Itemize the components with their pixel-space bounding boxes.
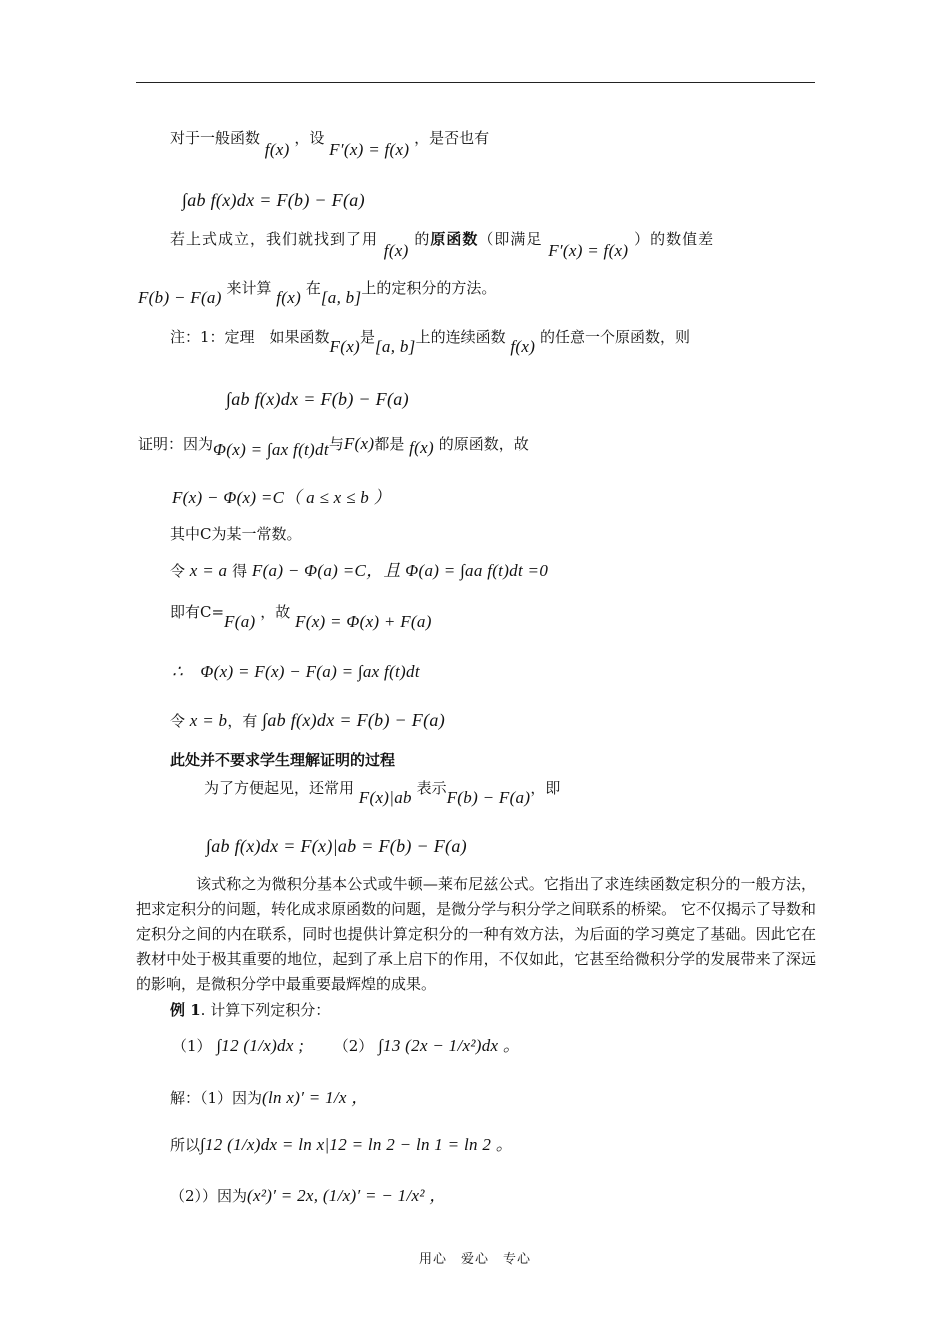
equation-2: ∫ab f(x)dx = F(b) − F(a) bbox=[226, 389, 409, 409]
math-result: ∫ab f(x)dx = F(b) − F(a) bbox=[262, 710, 445, 730]
problem-2-label: （2） bbox=[333, 1037, 374, 1055]
equation-4: ∫ab f(x)dx = F(x)|ab = F(b) − F(a) bbox=[206, 836, 467, 856]
problem-1-label: （1） bbox=[172, 1037, 212, 1055]
math-difference: F(b) − F(a) bbox=[138, 288, 222, 307]
example-label: 例 1 bbox=[170, 1001, 201, 1019]
problem-1: ∫12 (1/x)dx ; bbox=[216, 1036, 305, 1055]
line-compute bbox=[138, 278, 497, 307]
math-derivative: F′(x) = f(x) bbox=[329, 140, 410, 159]
line-let-b bbox=[170, 710, 445, 731]
text: 的原函数，故 bbox=[438, 435, 529, 453]
math-bracket-notation: F(x)|ab bbox=[358, 788, 412, 807]
text: 令 bbox=[170, 562, 186, 580]
bold-note: 此处并不要求学生理解证明的过程 bbox=[170, 751, 396, 769]
line-if-holds bbox=[170, 229, 715, 260]
math-f: f(x) bbox=[383, 241, 409, 260]
line-notation bbox=[204, 778, 561, 807]
text: 为了方便起见，还常用 bbox=[204, 779, 355, 797]
text: 的任意一个原函数，则 bbox=[539, 328, 690, 346]
math-x-equals-b: x = b bbox=[189, 711, 228, 730]
text: 令 bbox=[170, 712, 186, 730]
math-ln-derivative: (ln x)′ = 1/x ， bbox=[262, 1088, 369, 1107]
problem-2: ∫13 (2x − 1/x²)dx 。 bbox=[378, 1036, 521, 1055]
line-constant-c bbox=[170, 602, 432, 631]
math-phi-definition: Φ(x) = ∫ax f(t)dt bbox=[213, 440, 329, 459]
text: 若上式成立，我们就找到了用 bbox=[170, 230, 379, 248]
line-general-function bbox=[170, 128, 490, 159]
text: ，有 bbox=[227, 712, 258, 730]
text: 是 bbox=[360, 328, 376, 346]
text: 在 bbox=[305, 279, 321, 297]
text: 都是 bbox=[374, 435, 405, 453]
math-ln-result: ∫12 (1/x)dx = ln x|12 = ln 2 − ln 1 = ln 2 。 bbox=[200, 1135, 514, 1154]
text: 得 bbox=[232, 562, 248, 580]
line-theorem bbox=[170, 327, 690, 356]
constant-note: 其中C为某一常数。 bbox=[170, 525, 302, 543]
header-rule bbox=[136, 82, 815, 83]
math-f: f(x) bbox=[264, 140, 290, 159]
bold-term: 原函数 bbox=[430, 230, 479, 248]
text: 证明：因为 bbox=[138, 435, 214, 453]
math-difference: F(b) − F(a) bbox=[446, 788, 531, 807]
text: 上的连续函数 bbox=[415, 328, 506, 346]
equation-3: F(x) − Φ(x) =C（ a ≤ x ≤ b ） bbox=[172, 488, 391, 507]
text: 来计算 bbox=[226, 279, 272, 297]
text: . 计算下列定积分： bbox=[200, 1001, 331, 1019]
math-phi-at-a: F(a) − Φ(a) =C，且 Φ(a) = ∫aa f(t)dt =0 bbox=[251, 561, 549, 580]
equation-1: ∫ab f(x)dx = F(b) − F(a) bbox=[182, 190, 365, 210]
text: 所以 bbox=[170, 1136, 201, 1154]
math-F-a: F(a) bbox=[224, 612, 256, 631]
solution-2 bbox=[170, 1186, 447, 1206]
math-F: F(x) bbox=[343, 434, 375, 453]
example-problems bbox=[172, 1036, 520, 1056]
math-x-equals-a: x = a bbox=[189, 561, 228, 580]
math-f: f(x) bbox=[510, 337, 536, 356]
math-derivatives: (x²)′ = 2x, (1/x)′ = − 1/x² ， bbox=[247, 1186, 447, 1205]
text: 即有C= bbox=[170, 603, 225, 621]
text: 上的定积分的方法。 bbox=[361, 279, 497, 297]
solution-1-result bbox=[170, 1135, 513, 1155]
math-derivative: F′(x) = f(x) bbox=[548, 241, 629, 260]
text: 与 bbox=[328, 435, 344, 453]
math-interval: [a, b] bbox=[375, 337, 416, 356]
text: ，是否也有 bbox=[414, 129, 490, 147]
math-F: F(x) bbox=[329, 337, 360, 356]
text: ，即 bbox=[530, 779, 561, 797]
newton-leibniz-paragraph: 该式称之为微积分基本公式或牛顿—莱布尼兹公式。它指出了求连续函数定积分的一般方法，把求定积分的问题，转化成求原函数的问题，是微分学与积分学之间联系的桥梁。 它不仅揭示了导数和定积分之间的内在联系，同时也提供计算定积分的一种有效方法，为后面的学习奠定了基础。因此它在教材中处于极其重要的地位，起到了承上启下的作用，不仅如此，它甚至给微积分学的发展带来了深远的影响，是微积分学中最重要最辉煌的成果。 bbox=[136, 875, 816, 993]
text: ，故 bbox=[260, 603, 291, 621]
text: 对于一般函数 bbox=[170, 129, 261, 147]
math-F-expression: F(x) = Φ(x) + F(a) bbox=[295, 612, 432, 631]
text: （即满足 bbox=[478, 230, 543, 248]
text: 的 bbox=[414, 230, 431, 248]
line-proof bbox=[138, 434, 529, 459]
text: 表示 bbox=[416, 779, 447, 797]
example-heading bbox=[170, 1000, 330, 1020]
text: ，设 bbox=[294, 129, 325, 147]
text: ）的数值差 bbox=[634, 230, 715, 248]
line-let-a bbox=[170, 561, 548, 581]
math-interval: [a, b] bbox=[320, 288, 362, 307]
solution-1 bbox=[170, 1088, 369, 1108]
text: 解：（1）因为 bbox=[170, 1089, 263, 1107]
math-f: f(x) bbox=[276, 288, 302, 307]
therefore-line: ∴ Φ(x) = F(x) − F(a) = ∫ax f(t)dt bbox=[172, 662, 420, 681]
text: （2））因为 bbox=[170, 1187, 248, 1205]
math-f: f(x) bbox=[409, 438, 434, 457]
text: 注：1：定理 如果函数 bbox=[170, 328, 330, 346]
page-footer: 用心 爱心 专心 bbox=[418, 1252, 531, 1267]
